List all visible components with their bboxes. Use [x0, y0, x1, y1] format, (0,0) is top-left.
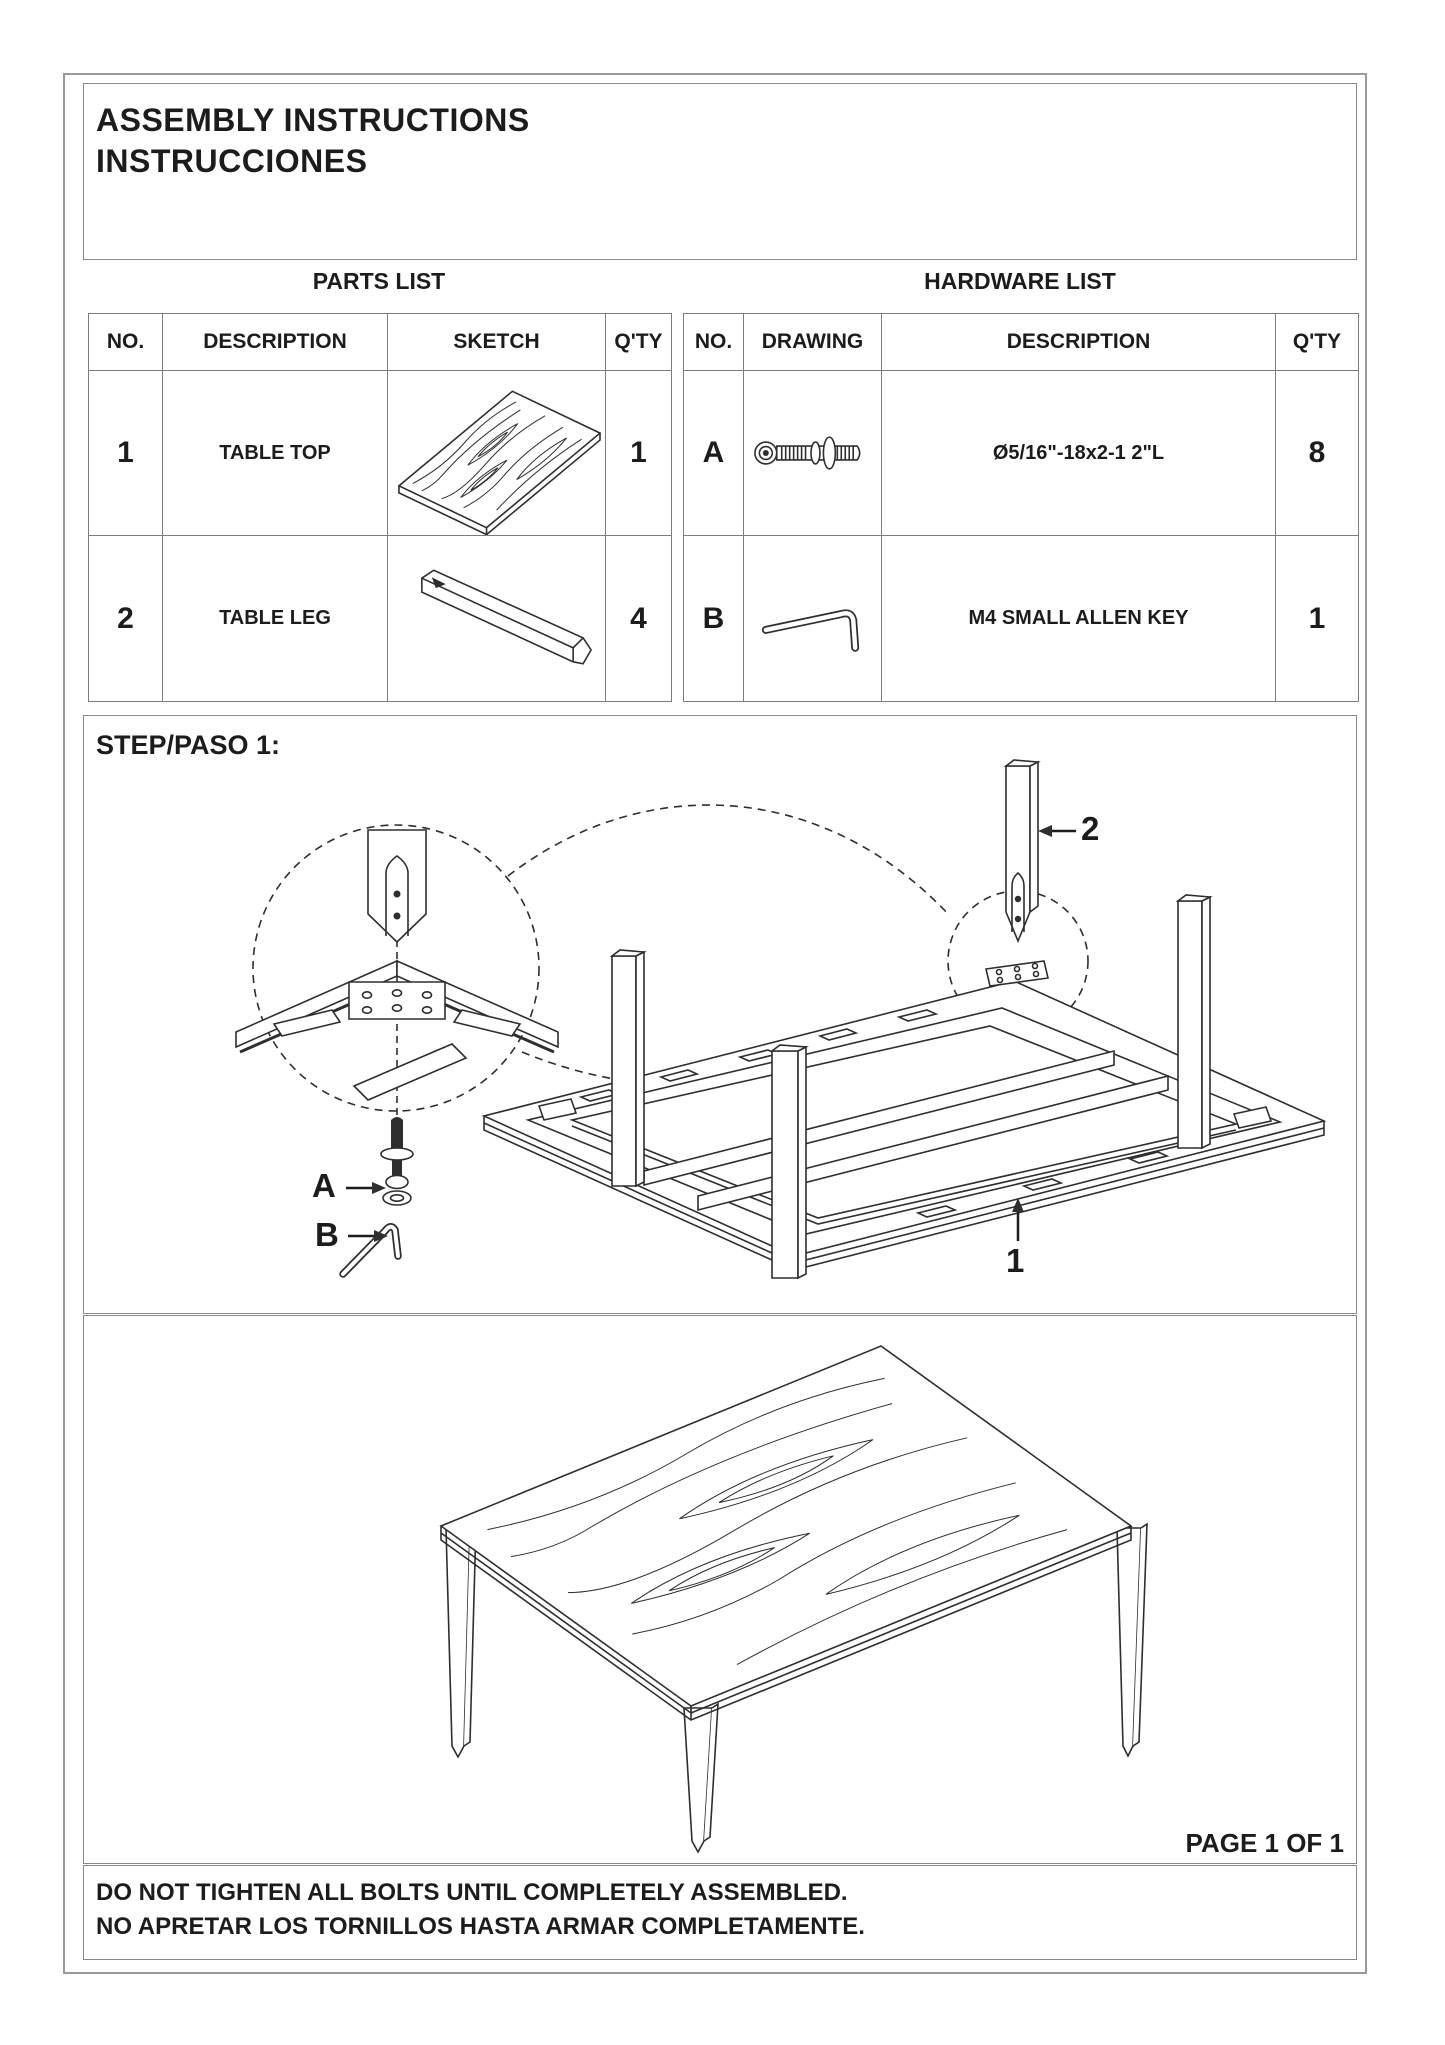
table-row	[388, 371, 606, 536]
hardware-row-b-no: B	[684, 536, 744, 701]
hardware-row-a-qty: 8	[1276, 371, 1358, 536]
step-title: STEP/PASO 1:	[96, 730, 281, 760]
title-box	[83, 83, 1357, 260]
attached-leg-front	[772, 1045, 806, 1278]
document-title: ASSEMBLY INSTRUCTIONS	[96, 102, 530, 138]
step-1-section	[83, 715, 1357, 1314]
hardware-header-no: NO.	[684, 314, 744, 371]
parts-header-description: DESCRIPTION	[163, 314, 388, 371]
page-number-label: PAGE 1 OF 1	[1185, 1828, 1344, 1858]
table-row	[388, 536, 606, 701]
parts-row-1-description: TABLE TOP	[163, 371, 388, 536]
table-row	[744, 371, 882, 536]
callout-hardware-b: B	[315, 1216, 339, 1253]
detail-leg-end	[368, 830, 426, 942]
document-title-spanish: INSTRUCCIONES	[96, 143, 368, 179]
bolt-drawing-icon	[744, 371, 881, 536]
floating-leg-part-2	[1006, 760, 1038, 941]
callout-part-1: 1	[1006, 1242, 1025, 1279]
table-top-sketch-icon	[388, 371, 605, 536]
allen-key-drawing-icon	[744, 536, 881, 701]
assembled-table-drawing	[84, 1316, 1354, 1861]
hardware-list-title: HARDWARE LIST	[924, 268, 1116, 294]
attached-leg-left	[612, 950, 644, 1186]
parts-header-sketch: SKETCH	[388, 314, 606, 371]
parts-list-table	[88, 313, 672, 702]
assembled-view-section	[83, 1315, 1357, 1864]
warning-box	[83, 1865, 1357, 1960]
warning-line-english: DO NOT TIGHTEN ALL BOLTS UNTIL COMPLETELY ASSEMBLED.	[96, 1879, 848, 1906]
hardware-header-description: DESCRIPTION	[882, 314, 1276, 371]
detail-bolt-a	[381, 1117, 413, 1205]
hardware-row-b-qty: 1	[1308, 601, 1326, 635]
parts-row-1-no: 1	[89, 371, 163, 536]
parts-row-1-qty: 1	[606, 371, 671, 536]
callout-part-2: 2	[1081, 810, 1100, 847]
parts-list-title: PARTS LIST	[312, 268, 446, 294]
hardware-header-drawing: DRAWING	[744, 314, 882, 371]
table-row	[744, 536, 882, 701]
attached-leg-right	[1178, 895, 1210, 1148]
hardware-row-b-description: M4 SMALL ALLEN KEY	[882, 536, 1276, 701]
table-leg-sketch-icon	[388, 536, 605, 701]
detail-allen-key-b	[343, 1227, 398, 1274]
parts-row-2-no: 2	[89, 536, 163, 701]
hardware-header-qty: Q'TY	[1276, 314, 1358, 371]
parts-row-2-description: TABLE LEG	[163, 536, 388, 701]
hardware-list-table	[683, 313, 1359, 702]
warning-line-spanish: NO APRETAR LOS TORNILLOS HASTA ARMAR COMPLETAMENTE.	[96, 1913, 865, 1940]
step-1-diagram	[84, 716, 1354, 1311]
hardware-row-a-no: A	[684, 371, 744, 536]
hardware-row-a-description: Ø5/16"-18x2-1 2"L	[882, 371, 1276, 536]
callout-hardware-a: A	[312, 1167, 336, 1204]
parts-header-qty: Q'TY	[606, 314, 671, 371]
parts-row-2-qty: 4	[630, 601, 647, 635]
parts-header-no: NO.	[89, 314, 163, 371]
